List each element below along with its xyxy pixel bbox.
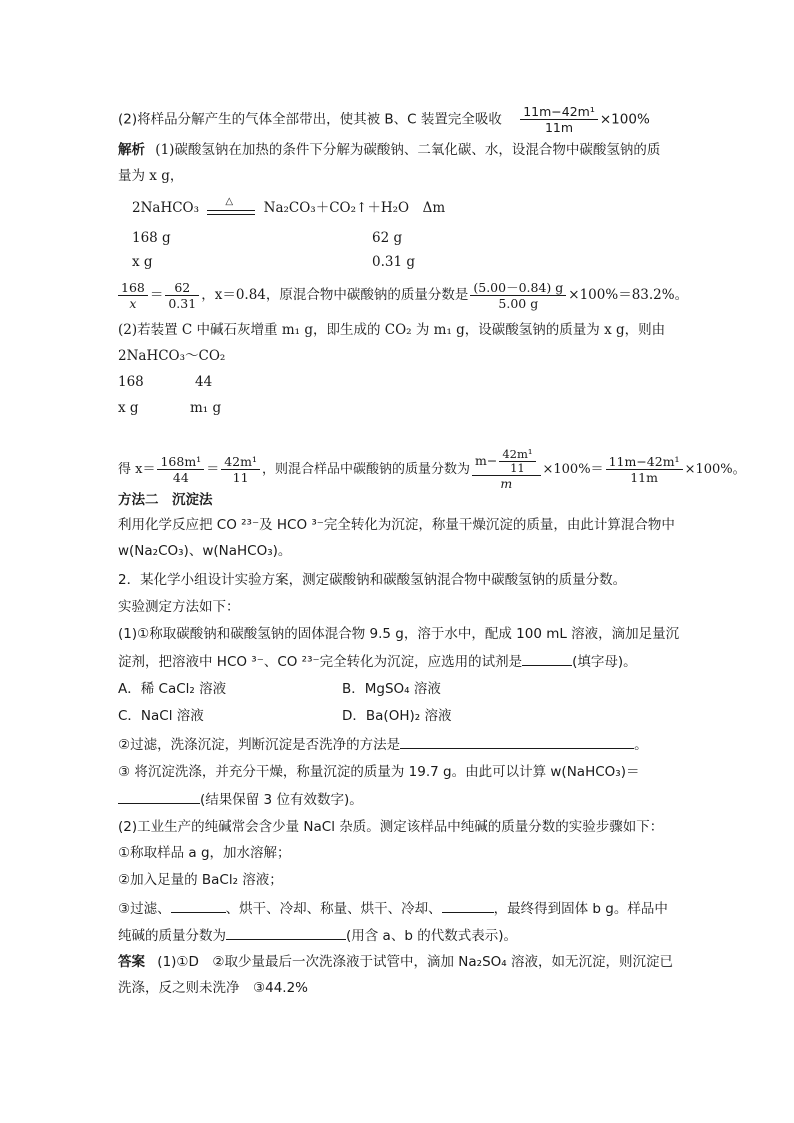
calc-result: ×100%＝83.2%。 <box>568 287 689 303</box>
fraction-denominator: 11 <box>232 470 249 485</box>
part2-text: ②过滤，洗涤沉淀，判断沉淀是否洗净的方法是 <box>118 737 401 753</box>
fraction-denominator: 11m <box>544 120 574 135</box>
question-2-part1-line-1: (1)①称取碳酸钠和碳酸氢钠的固体混合物 9.5 g，溶于水中，配成 100 mL 溶液，滴加足量沉 <box>118 626 680 642</box>
fraction-result <box>606 454 683 485</box>
fraction-numerator: 62 <box>165 280 199 296</box>
option-d: D．Ba(OH)₂ 溶液 <box>342 708 452 724</box>
prev-answer-q2 <box>118 104 650 135</box>
part2-tail: 。 <box>634 737 648 753</box>
analysis-text: (1)碳酸氢钠在加热的条件下分解为碳酸钠、二氧化碳、水，设混合物中碳酸氢钠的质 <box>155 142 661 158</box>
answer-blank-wash-method[interactable] <box>400 734 634 749</box>
equal-sign-line <box>207 210 255 215</box>
option-b: B．MgSO₄ 溶液 <box>342 681 441 697</box>
fraction-numerator: 42m¹ <box>499 448 535 462</box>
method2-line-2: w(Na₂CO₃)、w(NaHCO₃)。 <box>118 543 292 559</box>
prev-answer-text: (2)将样品分解产生的气体全部带出，使其被 B、C 装置完全吸收 <box>118 111 502 128</box>
heating-condition-sign <box>207 195 255 217</box>
ratio-62g: 62 g <box>372 230 403 246</box>
fraction-numerator: 168m¹ <box>157 454 204 470</box>
prev-answer-tail: ×100% <box>599 111 650 128</box>
equals-sign: ＝ <box>206 462 220 477</box>
final-text: ，则混合样品中碳酸钠的质量分数为 <box>262 462 471 477</box>
calc-line-1 <box>118 280 688 311</box>
ratio2-44: 44 <box>195 374 213 390</box>
equation-products: Na₂CO₃＋CO₂↑＋H₂O Δm <box>263 200 446 216</box>
calc-text: ，x＝0.84，原混合物中碳酸钠的质量分数是 <box>201 287 469 303</box>
fraction-62-031 <box>165 280 199 311</box>
question-2-part2 <box>118 734 648 755</box>
method2-line-1: 利用化学反应把 CO ²³⁻及 HCO ³⁻完全转化为沉淀，称量干燥沉淀的质量，由此计算混合物中 <box>118 517 675 533</box>
fraction-168m1-44 <box>157 454 204 485</box>
prev-answer-fraction <box>520 104 598 135</box>
fraction-42m1-11 <box>221 454 260 485</box>
part1-text: 淀剂，把溶液中 HCO ³⁻、CO ²³⁻完全转化为沉淀，应选用的试剂是 <box>118 654 523 670</box>
fraction-168-x <box>118 280 148 311</box>
answer-blank-mass-fraction[interactable] <box>118 789 200 804</box>
question-2-step-4 <box>118 925 517 946</box>
fraction-denominator: m <box>500 476 513 491</box>
equation-reactant: 2NaHCO₃ <box>132 200 200 216</box>
ratio-xg: x g <box>132 254 153 270</box>
analysis-line-1 <box>118 140 660 160</box>
fraction-numerator: 168 <box>118 280 148 296</box>
step4-text-b: (用含 a、b 的代数式表示)。 <box>346 928 517 944</box>
ratio2-168: 168 <box>118 374 144 390</box>
final-text-2: ×100%＝ <box>542 462 604 477</box>
fraction-denominator: 11 <box>510 461 525 475</box>
fraction-numerator: 11m−42m¹ <box>520 104 598 120</box>
step3-text-b: 、烘干、冷却、称量、烘干、冷却、 <box>225 901 442 917</box>
analysis-line-2: 量为 x g， <box>118 168 184 184</box>
answer-blank-step-a[interactable] <box>171 898 226 913</box>
analysis-part2-line-1: (2)若装置 C 中碱石灰增重 m₁ g，即生成的 CO₂ 为 m₁ g，设碳酸氢钠的质量为 x g，则由 <box>118 322 666 338</box>
fraction-numerator: (5.00－0.84) g <box>470 280 566 296</box>
answer-blank-purity[interactable] <box>226 925 346 940</box>
equation-1 <box>132 195 446 218</box>
answer-label: 答案 <box>118 954 145 970</box>
compound-fraction-numerator <box>472 448 540 476</box>
question-2-step-3 <box>118 898 668 919</box>
question-2-stem: 2．某化学小组设计实验方案，测定碳酸钠和碳酸氢钠混合物中碳酸氢钠的质量分数。 <box>118 572 627 588</box>
ratio-031g: 0.31 g <box>372 254 415 270</box>
answer-line-1 <box>118 952 673 972</box>
question-2-part1-line-2 <box>118 651 637 672</box>
step3-text-a: ③过滤、 <box>118 901 171 917</box>
step4-text-a: 纯碱的质量分数为 <box>118 928 226 944</box>
answer-text: (1)①D ②取少量最后一次洗涤液于试管中，滴加 Na₂SO₄ 溶液，如无沉淀，则沉淀已 <box>157 954 673 970</box>
option-c: C．NaCl 溶液 <box>118 708 204 724</box>
fraction-numerator: 11m−42m¹ <box>606 454 683 470</box>
compound-fraction <box>472 448 540 491</box>
equals-sign: ＝ <box>149 287 164 303</box>
fraction-denominator: 5.00 g <box>498 296 539 311</box>
inner-fraction <box>499 448 535 475</box>
heat-triangle-icon: △ <box>225 195 234 207</box>
ratio2-m1g: m₁ g <box>190 400 222 416</box>
fraction-mass-percent <box>470 280 566 311</box>
fraction-denominator: 44 <box>172 470 189 485</box>
question-2-sub2-line-1: (2)工业生产的纯碱常会含少量 NaCl 杂质。测定该样品中纯碱的质量分数的实验步骤如下： <box>118 819 664 835</box>
numerator-term: m− <box>475 453 498 468</box>
equation-2: 2NaHCO₃～CO₂ <box>118 348 226 364</box>
question-2-step-1: ①称取样品 a g，加水溶解； <box>118 845 291 861</box>
question-2-part3-line-1: ③ 将沉淀洗涤，并充分干燥，称量沉淀的质量为 19.7 g。由此可以计算 w(NaHCO₃)＝ <box>118 764 640 780</box>
ratio-168g: 168 g <box>132 230 171 246</box>
step3-text-c: ，最终得到固体 b g。样品中 <box>493 901 668 917</box>
question-2-part3-line-2 <box>118 789 363 810</box>
final-prefix: 得 x＝ <box>118 462 156 477</box>
final-tail: ×100%。 <box>684 462 746 477</box>
fraction-numerator: 42m¹ <box>221 454 260 470</box>
fraction-denominator: 11m <box>630 470 658 485</box>
fraction-denominator: x <box>129 296 137 311</box>
question-2-method-label: 实验测定方法如下： <box>118 599 240 615</box>
part1-tail: (填字母)。 <box>572 654 637 670</box>
final-expression-line <box>118 448 746 491</box>
option-a: A．稀 CaCl₂ 溶液 <box>118 681 227 697</box>
analysis-label: 解析 <box>118 142 145 158</box>
answer-line-2: 洗涤，反之则未洗净 ③44.2% <box>118 980 308 996</box>
method2-title: 方法二 沉淀法 <box>118 492 213 508</box>
fraction-denominator: 0.31 <box>168 296 197 311</box>
answer-blank-step-b[interactable] <box>442 898 494 913</box>
part3-tail: (结果保留 3 位有效数字)。 <box>200 792 363 808</box>
answer-blank-reagent[interactable] <box>522 651 572 666</box>
ratio2-xg: x g <box>118 400 139 416</box>
question-2-step-2: ②加入足量的 BaCl₂ 溶液； <box>118 872 283 888</box>
